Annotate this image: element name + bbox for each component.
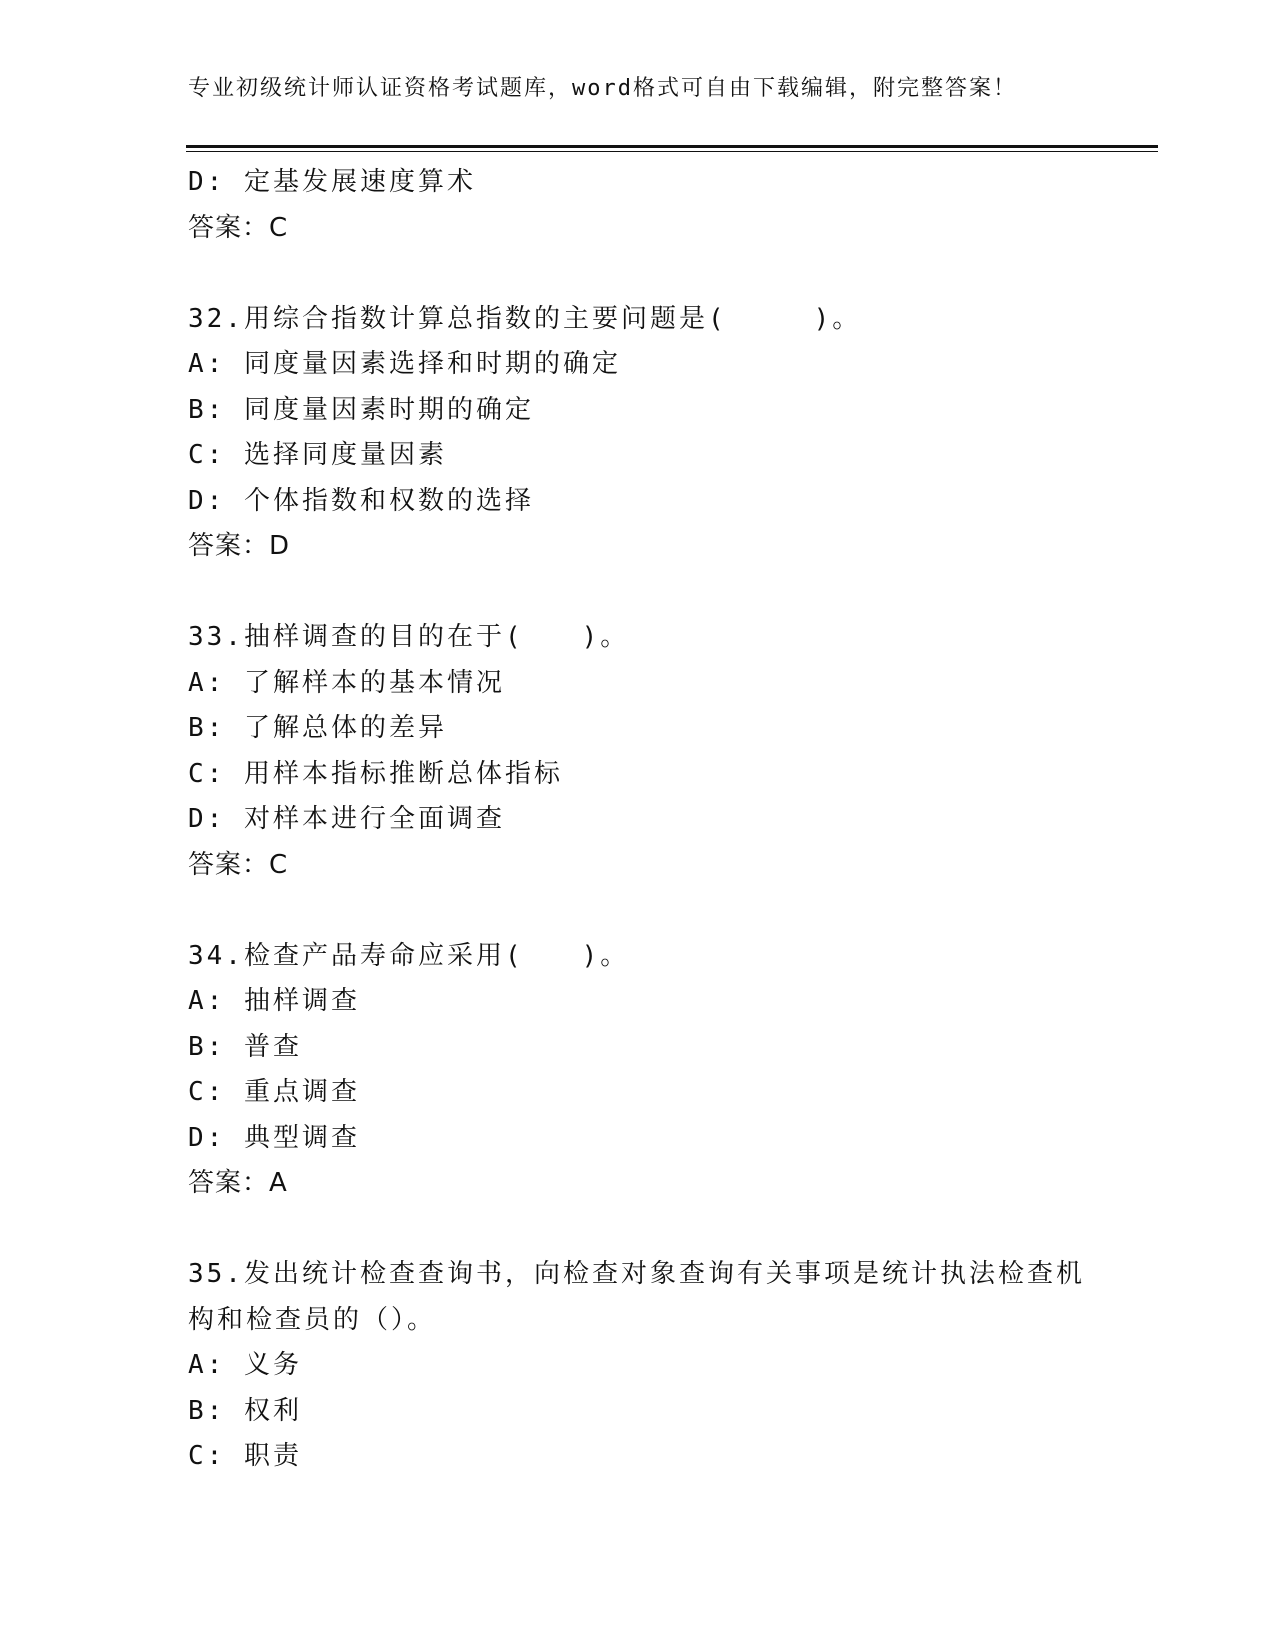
option-a: A: 抽样调查 bbox=[188, 986, 360, 1016]
option-d: D: 对样本进行全面调查 bbox=[188, 804, 505, 834]
spacer bbox=[188, 1207, 1148, 1253]
spacer bbox=[188, 570, 1148, 616]
spacer bbox=[188, 251, 1148, 297]
question-stem: 32.用综合指数计算总指数的主要问题是( )。 bbox=[188, 303, 862, 334]
option-a: A: 同度量因素选择和时期的确定 bbox=[188, 349, 621, 379]
question-stem: 33.抽样调查的目的在于( )。 bbox=[188, 622, 630, 652]
question-content bbox=[188, 160, 1148, 1480]
option-b: B: 权利 bbox=[188, 1395, 302, 1426]
option-d: D: 典型调查 bbox=[188, 1122, 360, 1153]
option-a: A: 义务 bbox=[188, 1350, 302, 1380]
option-c: C: 职责 bbox=[188, 1441, 302, 1471]
option-b: B: 普查 bbox=[188, 1031, 302, 1062]
answer: 答案：A bbox=[188, 1168, 288, 1198]
option-b: B: 同度量因素时期的确定 bbox=[188, 394, 534, 425]
option-c: C: 用样本指标推断总体指标 bbox=[188, 758, 563, 789]
question-stem: 35.发出统计检查查询书，向检查对象查询有关事项是统计执法检查机构和检查员的（）。 bbox=[188, 1259, 1085, 1335]
option-d: D: 个体指数和权数的选择 bbox=[188, 485, 534, 516]
spacer bbox=[188, 888, 1148, 934]
option-b: B: 了解总体的差异 bbox=[188, 713, 447, 743]
option-a: A: 了解样本的基本情况 bbox=[188, 667, 505, 698]
question-stem: 34.检查产品寿命应采用( )。 bbox=[188, 940, 630, 971]
option-d: D: 定基发展速度算术 bbox=[188, 167, 476, 197]
answer: 答案：D bbox=[188, 531, 291, 561]
option-c: C: 选择同度量因素 bbox=[188, 440, 447, 470]
option-c: C: 重点调查 bbox=[188, 1077, 360, 1107]
answer: 答案：C bbox=[188, 849, 289, 880]
header-rule-thick bbox=[186, 145, 1158, 148]
header-rule-thin bbox=[186, 151, 1158, 152]
answer: 答案：C bbox=[188, 212, 289, 243]
page-header: 专业初级统计师认证资格考试题库，word格式可自由下载编辑，附完整答案！ bbox=[188, 76, 1017, 101]
